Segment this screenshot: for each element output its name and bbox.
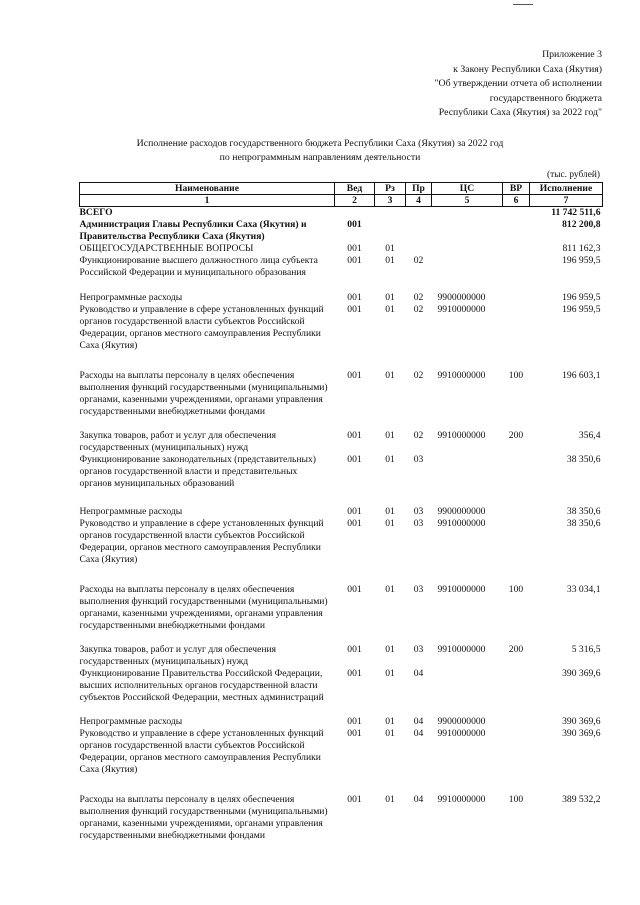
row-pr: 04	[413, 794, 424, 805]
row-cs: 9910000000	[437, 304, 486, 315]
row-vr	[503, 506, 530, 518]
row-rz: 01	[385, 794, 395, 805]
row-pr: 02	[413, 292, 424, 303]
header-number: 7	[530, 195, 603, 207]
row-name: Функционирование высшего должностного лица субъекта Российской Федерации и муниципального образования	[79, 255, 318, 278]
table-row	[80, 518, 603, 584]
row-pr	[406, 219, 432, 243]
header-pr: Пр	[406, 183, 432, 195]
row-name: Руководство и управление в сфере установленных функций органов государственной власти субъектов Российской Федерации, органов местного самоуправления Республики Саха (Якутия)	[79, 518, 324, 565]
row-name: ОБЩЕГОСУДАРСТВЕННЫЕ ВОПРОСЫ	[79, 243, 254, 254]
row-rz: 01	[385, 644, 395, 655]
row-vr	[503, 668, 530, 716]
row-name: Функционирование Правительства Российской Федерации, высших исполнительных органов государственной власти субъектов Российской Федерации, местных администраций	[79, 668, 324, 703]
row-pr: 03	[413, 506, 424, 517]
row-ved: 001	[347, 518, 362, 529]
row-ved: 001	[347, 243, 362, 254]
row-value: 196 959,5	[562, 255, 601, 266]
row-name: Расходы на выплаты персоналу в целях обеспечения выполнения функций государственными (муниципальными) органами, казенными учреждениями, органами управления государственными внебюджетными фондами	[79, 584, 328, 631]
row-value: 11 742 511,6	[551, 207, 601, 218]
row-cs: 9910000000	[437, 794, 486, 805]
header-ved: Вед	[335, 183, 375, 195]
row-name: Расходы на выплаты персоналу в целях обеспечения выполнения функций государственными (муниципальными) органами, казенными учреждениями, органами управления государственными внебюджетными фондами	[79, 794, 328, 841]
table-row	[80, 292, 603, 304]
row-ved: 001	[347, 292, 362, 303]
expenditure-table-container	[79, 182, 602, 854]
row-value: 196 959,5	[562, 292, 601, 303]
row-name: Закупка товаров, работ и услуг для обеспечения государственных (муниципальных) нужд	[79, 644, 277, 667]
row-name: Непрограммные расходы	[79, 292, 183, 303]
title-line-2: по непрограммным направлениям деятельности	[219, 152, 421, 163]
row-ved: 001	[347, 728, 362, 739]
table-body	[80, 207, 603, 855]
row-pr: 02	[413, 370, 424, 381]
row-name: Расходы на выплаты персоналу в целях обеспечения выполнения функций государственными (муниципальными) органами, казенными учреждениями, органами управления государственными внебюджетными фондами	[79, 370, 328, 417]
row-value: 356,4	[578, 430, 601, 441]
table-row	[80, 644, 603, 668]
row-value: 196 959,5	[562, 304, 601, 315]
row-pr: 04	[413, 716, 424, 727]
row-value: 389 532,2	[562, 794, 601, 805]
appendix-line: государственного бюджета	[489, 92, 602, 104]
row-rz: 01	[385, 292, 395, 303]
row-rz: 01	[385, 506, 395, 517]
row-vr: 200	[508, 430, 524, 441]
row-rz: 01	[385, 454, 395, 465]
row-name: Руководство и управление в сфере установленных функций органов государственной власти субъектов Российской Федерации, органов местного самоуправления Республики Саха (Якутия)	[79, 304, 324, 351]
row-value: 812 200,8	[562, 219, 601, 230]
units-label: (тыс. рублей)	[546, 170, 600, 180]
row-ved	[335, 207, 375, 220]
table-row	[80, 219, 603, 243]
table-row	[80, 255, 603, 292]
row-cs: 9900000000	[437, 292, 486, 303]
row-ved: 001	[347, 370, 362, 381]
row-name: Непрограммные расходы	[79, 716, 183, 727]
row-vr	[503, 243, 530, 255]
table-row	[80, 716, 603, 728]
row-pr: 03	[413, 584, 424, 595]
table-row	[80, 243, 603, 255]
row-ved: 001	[347, 644, 362, 655]
appendix-line: "Об утверждении отчета об исполнении	[434, 78, 602, 90]
table-row	[80, 506, 603, 518]
row-value: 811 162,3	[562, 243, 601, 254]
row-cs: 9910000000	[437, 430, 486, 441]
row-value: 38 350,6	[566, 506, 601, 517]
row-vr	[503, 219, 530, 243]
table-row	[80, 430, 603, 454]
row-cs	[432, 207, 503, 220]
header-vr: ВР	[503, 183, 530, 195]
row-value: 38 350,6	[566, 454, 601, 465]
header-number: 3	[375, 195, 406, 207]
table-row	[80, 668, 603, 716]
row-ved: 001	[347, 716, 362, 727]
row-pr: 02	[413, 304, 424, 315]
header-number: 6	[503, 195, 530, 207]
row-value: 33 034,1	[566, 584, 601, 595]
header-cs: ЦС	[432, 183, 503, 195]
row-ved: 001	[347, 430, 362, 441]
row-rz: 01	[385, 518, 395, 529]
row-cs	[432, 243, 503, 255]
row-vr: 200	[508, 644, 524, 655]
row-rz	[375, 219, 406, 243]
row-ved: 001	[347, 794, 362, 805]
table-row	[80, 728, 603, 794]
row-value: 5 316,5	[571, 644, 601, 655]
appendix-line: к Закону Республики Саха (Якутия)	[453, 63, 602, 75]
row-vr	[503, 304, 530, 370]
row-rz: 01	[385, 304, 395, 315]
row-value: 38 350,6	[566, 518, 601, 529]
row-pr	[406, 207, 432, 220]
row-value: 390 369,6	[562, 716, 601, 727]
header-number-row	[80, 195, 603, 207]
row-name: Администрация Главы Республики Саха (Якутия) и Правительства Республики Саха (Якутия)	[79, 219, 307, 242]
row-cs: 9910000000	[437, 644, 486, 655]
row-ved: 001	[347, 506, 362, 517]
row-vr	[503, 728, 530, 794]
row-pr: 03	[413, 518, 424, 529]
row-cs: 9900000000	[437, 716, 486, 727]
row-vr: 100	[508, 794, 524, 805]
header-rz: Рз	[375, 183, 406, 195]
appendix-line: Приложение 3	[542, 49, 602, 60]
row-vr: 100	[508, 370, 524, 381]
row-value: 390 369,6	[562, 728, 601, 739]
row-rz: 01	[385, 255, 395, 266]
row-vr	[503, 716, 530, 728]
row-value: 196 603,1	[562, 370, 601, 381]
header-name: Наименование	[80, 183, 335, 195]
row-vr	[503, 292, 530, 304]
row-rz: 01	[385, 716, 395, 727]
row-pr: 02	[413, 255, 424, 266]
row-vr	[503, 518, 530, 584]
row-rz: 01	[385, 370, 395, 381]
row-pr: 02	[413, 430, 424, 441]
row-pr	[406, 243, 432, 255]
row-cs	[432, 454, 503, 506]
appendix-block	[435, 48, 602, 121]
row-cs: 9910000000	[437, 584, 486, 595]
expenditure-table	[79, 182, 603, 854]
row-name: Непрограммные расходы	[79, 506, 183, 517]
row-vr	[503, 255, 530, 292]
row-cs: 9910000000	[437, 370, 486, 381]
row-ved: 001	[347, 454, 362, 465]
header-number: 5	[432, 195, 503, 207]
row-cs	[432, 219, 503, 243]
row-pr: 04	[413, 668, 424, 679]
document-title	[0, 137, 640, 165]
header-row	[80, 183, 603, 195]
row-name: Руководство и управление в сфере установленных функций органов государственной власти субъектов Российской Федерации, органов местного самоуправления Республики Саха (Якутия)	[79, 728, 324, 775]
row-vr	[503, 454, 530, 506]
row-ved: 001	[347, 584, 362, 595]
row-vr	[503, 207, 530, 220]
row-pr: 04	[413, 728, 424, 739]
header-number: 1	[80, 195, 335, 207]
table-row	[80, 207, 603, 220]
row-name: Закупка товаров, работ и услуг для обеспечения государственных (муниципальных) нужд	[79, 430, 277, 453]
row-cs	[432, 668, 503, 716]
appendix-line: Республики Саха (Якутия) за 2022 год"	[438, 107, 602, 119]
row-rz	[375, 207, 406, 220]
row-name: Функционирование законодательных (представительных) органов государственной власти и представительных органов муниципальных образований	[79, 454, 316, 489]
table-row	[80, 584, 603, 644]
row-value: 390 369,6	[562, 668, 601, 679]
row-ved: 001	[347, 304, 362, 315]
row-rz: 01	[385, 728, 395, 739]
row-name: ВСЕГО	[79, 207, 113, 218]
table-row	[80, 454, 603, 506]
row-rz: 01	[385, 668, 395, 679]
table-row	[80, 304, 603, 370]
row-ved: 001	[347, 255, 362, 266]
header-number: 2	[335, 195, 375, 207]
row-rz: 01	[385, 243, 395, 254]
row-ved: 001	[347, 219, 362, 230]
row-pr: 03	[413, 454, 424, 465]
row-cs: 9910000000	[437, 518, 486, 529]
title-line-1: Исполнение расходов государственного бюджета Республики Саха (Якутия) за 2022 год	[136, 138, 504, 149]
row-ved: 001	[347, 668, 362, 679]
scan-mark	[513, 4, 533, 5]
header-value: Исполнение	[530, 183, 603, 195]
row-vr: 100	[508, 584, 524, 595]
table-row	[80, 370, 603, 430]
header-number: 4	[406, 195, 432, 207]
row-pr: 03	[413, 644, 424, 655]
row-cs: 9900000000	[437, 506, 486, 517]
row-cs	[432, 255, 503, 292]
table-row	[80, 794, 603, 854]
row-cs: 9910000000	[437, 728, 486, 739]
row-rz: 01	[385, 430, 395, 441]
row-rz: 01	[385, 584, 395, 595]
